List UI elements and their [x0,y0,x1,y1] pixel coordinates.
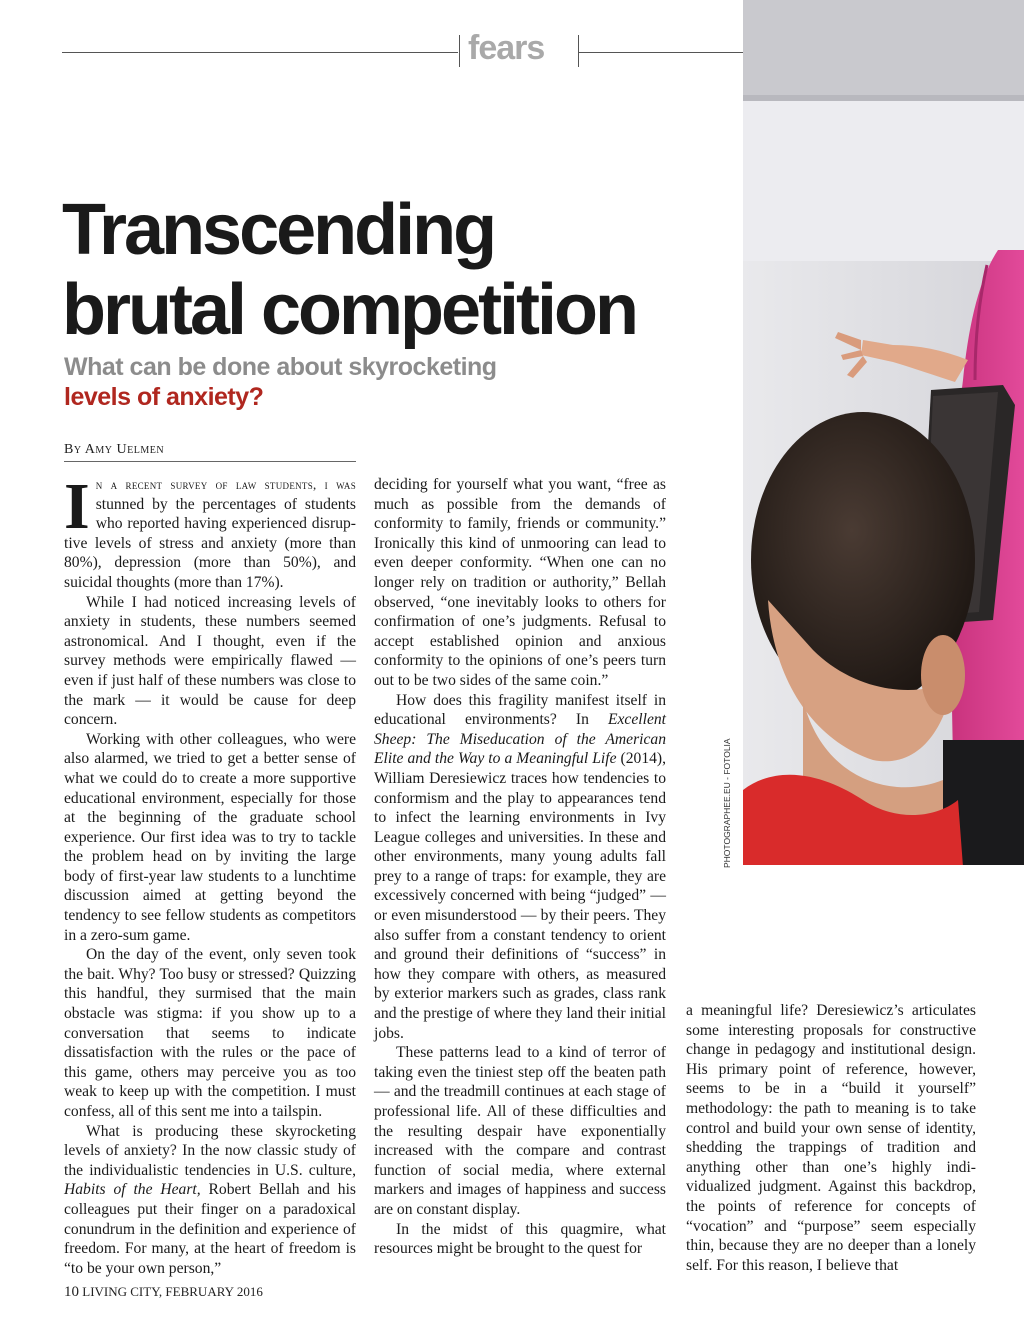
lead-in-smallcaps: n a recent survey of law students, i was [95,477,356,492]
article-paragraph: In the midst of this quagmire, what resources might be brought to the quest for [374,1220,666,1258]
article-column-2 [374,475,666,1259]
article-paragraph: Working with other colleagues, who were also alarmed, we tried to get a better sense of what we could do to create a more supportive educational environment, especially for those at the beginning of the graduate school experience. Our first idea was to try to tackle the problem head on by inviting the large body of first-year law students to a lunchtime discussion aimed at getting beyond the tendency to see fellow students as competitors in a zero-sum game. [64,730,356,944]
photo-credit: PHOTOGRAPHEE.EU - FOTOLIA [722,738,732,868]
header-rule-left [62,52,458,53]
book-title: Habits of the Heart, [64,1181,201,1199]
section-tag: fears [468,29,545,67]
paragraph-text: stunned by the percentages of students who reported having experienced disruptive levels of stress and anxiety (more than 80%), depression (more than 50%), and suicidal thoughts (more than 17%). [64,495,356,591]
headline-line-1: Transcending [62,190,495,270]
article-paragraph: These patterns lead to a kind of terror of taking even the tiniest step off the beaten path — and the treadmill continues at each stage of professional life. All of these difficulties and the resulting despair have exponentially increased with the compare and contrast function of social media, where external markers and images of happiness and success are on constant display. [374,1044,666,1218]
deck-line-1: What can be done about skyrocketing [64,353,497,381]
article-paragraph [64,470,356,593]
header-tick-left [459,35,460,67]
publication-name: LIVING CITY, FEBRUARY 2016 [82,1284,263,1299]
article-paragraph: a meaningful life? Deresiewicz’s articulates some interesting proposals for constructive change in pedagogy and institutional design. His primary point of reference, however, seems to be in a “build it yourself” methodology: the path to meaning is to take control and build your own sense of identity, shedding the trappings of tradition and anything other than one’s highly individualized judgment. Against this backdrop, the points of reference for concepts of “vocation” and “purpose” seem especially thin, because they are no deeper than a lonely self. For this reason, I believe that [686,1002,976,1274]
byline-rule [64,461,356,462]
article-column-3 [686,1001,976,1275]
classroom-photo-art [743,0,1024,1000]
book-title: Excellent Sheep: The Miseducation of the American Elite and the Way to a Meaningful Life [374,711,666,768]
article-paragraph: On the day of the event, only seven took the bait. Why? Too busy or stressed? Quizzing this handful, they surmised that the main obstacle was stigma: if you show up to a conversation that seems to indicate dissatisfaction with the rules or the pace of this game, others may perceive you as too weak to keep up with the competition. I must confess, all of this sent me into a tailspin. [64,946,356,1120]
page-footer [64,1283,464,1301]
classroom-photo [743,0,1024,1000]
article-paragraph: While I had noticed increasing levels of anxiety in students, these numbers seemed astronomical. And I thought, even if the survey methods were empirically flawed — even if just half of these numbers was close to the mark — it would be cause for deep concern. [64,593,356,729]
headline [62,190,742,350]
drop-cap: I [64,470,90,543]
article-paragraph [374,691,666,1044]
deck-line-2: levels of anxiety? [64,383,264,411]
header-tick-right [578,35,579,67]
paragraph-text: Robert Bellah and his colleagues put their finger on a paradoxical conundrum in the definition and experience of freedom. For many, at the heart of freedom is “to be your own person,” [64,1181,356,1277]
article-column-1 [64,470,356,1278]
header-rule-right [579,52,743,53]
headline-line-2: brutal competition [62,270,636,350]
byline: By Amy Uelmen [64,442,165,457]
paragraph-text: How does this fragility manifest itself in educational environments? In [374,691,666,729]
paragraph-text: What is producing these skyrocketing levels of anxiety? In the now classic study of the individualistic tendencies in U.S. culture, [64,1122,356,1179]
paragraph-text: (2014), William Deresiewicz traces how tendencies to conformism and the play to appearances tend to infect the learning environments in Ivy League colleges and universities. In these and other environments, many young adults fall prey to a range of traps: for example, they are excessively concerned with being “judged” — or even misunderstood — by their peers. They also suffer from a constant tendency to orient and ground their definitions of “success” in how they compare with others, as measured by exterior markers such as grades, class rank and the prestige of where they land their initial jobs. [374,750,667,1042]
article-paragraph [64,1122,356,1279]
article-paragraph: deciding for yourself what you want, “free as much as possible from the demands of conformity to family, friends or community.” Ironically this kind of unmooring can lead to even deeper conformity. “When one can no longer rely on tradition or authority,” Bellah observed, “one inevitably looks to others for confirmation of one’s judgments. Refusal to accept established opinion and anxious conformity to the opinions of one’s peers turn out to be two sides of the same coin.” [374,476,666,689]
page-number: 10 [64,1284,79,1300]
